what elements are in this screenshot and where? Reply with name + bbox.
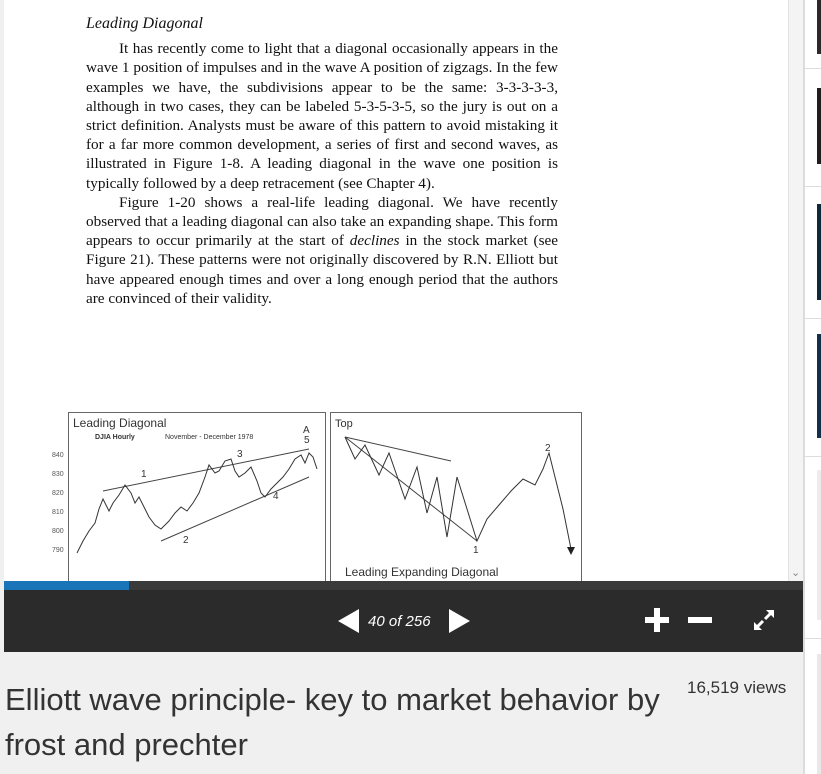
progress-bar[interactable] (4, 581, 803, 590)
rail-separator (805, 186, 821, 187)
wave-label-5: 5 (304, 435, 310, 446)
wave-label-2-right: 2 (545, 443, 551, 454)
scroll-down-icon[interactable]: ⌄ (791, 567, 801, 579)
paragraph-2-emphasis: declines (349, 232, 400, 250)
arrow-head (567, 547, 575, 555)
wave-label-a: A (303, 425, 310, 436)
minus-icon[interactable] (687, 617, 713, 624)
vertical-scrollbar[interactable] (788, 0, 803, 581)
y-tick: 790 (52, 547, 64, 554)
paragraph-2 (86, 193, 558, 308)
triangle-right-icon[interactable] (447, 608, 471, 634)
paragraph-1: It has recently come to light that a diagonal occasionally appears in the wave 1 position of impulses and in the wave A position of zigzags. In the few examples we have, the subdivisions appear to be the same: 3-3-3-3-3, although in two cases, they can be labeled 5-3-5-3-5, so the jury is out on a strict definition. Analysts must be aware of this pattern to avoid mistaking it for a far more common development, a series of first and second waves, as illustrated in Figure 1-8. A leading diagonal in the wave one position is typically followed by a deep retracement (see Chapter 4). (86, 40, 558, 192)
y-axis-ticks (52, 446, 64, 560)
paragraph-2-text-b: in the stock market (see Figure 21). These patterns were not originally discovered by R.N. Elliott but have appeared enough times and over a long enough period that the authors are convinced of their validity. (86, 232, 559, 307)
wave-label-2: 2 (183, 535, 189, 546)
slide-viewer[interactable] (4, 0, 803, 581)
expanding-diagonal-chart (331, 413, 581, 581)
expanding-price-line (345, 437, 571, 549)
figure-left-date-label: November - December 1978 (165, 434, 254, 441)
price-line (77, 453, 317, 553)
y-tick: 810 (52, 509, 64, 516)
view-count: 16,519 views (687, 678, 787, 697)
related-thumbnail[interactable] (817, 334, 821, 438)
related-thumbnail[interactable] (817, 470, 821, 620)
rail-separator (805, 456, 821, 457)
figure-leading-diagonal (68, 412, 326, 581)
y-tick: 820 (52, 490, 64, 497)
wave-label-1: 1 (141, 469, 147, 480)
wave-label-4: 4 (273, 491, 279, 502)
triangle-left-icon[interactable] (337, 608, 361, 634)
figure-right-title: Top (335, 418, 353, 430)
related-thumbnail[interactable] (817, 204, 821, 300)
related-thumbnail[interactable] (817, 0, 821, 54)
figure-expanding-diagonal (330, 412, 582, 581)
rail-separator (805, 638, 821, 639)
progress-fill (4, 581, 129, 590)
wave-label-1-right: 1 (473, 545, 479, 556)
paragraph-2-text-a: Figure 1-20 shows a real-life leading diagonal. We have recently observed that a leading diagonal can also take an expanding shape. This form appears to occur primarily at the start of (86, 193, 558, 250)
figure-left-index-label: DJIA Hourly (95, 434, 135, 441)
related-thumbnail[interactable] (817, 654, 821, 774)
y-tick: 830 (52, 471, 64, 478)
leading-diagonal-chart (69, 413, 325, 581)
related-rail (805, 0, 821, 774)
plus-icon[interactable] (644, 607, 670, 633)
document-page (86, 14, 558, 308)
related-thumbnail[interactable] (817, 88, 821, 164)
rail-separator (805, 318, 821, 319)
figure-left-title: Leading Diagonal (73, 416, 167, 430)
y-tick: 800 (52, 528, 64, 535)
figure-right-caption: Leading Expanding Diagonal (345, 565, 499, 579)
wave-label-3: 3 (237, 449, 243, 460)
rail-separator (805, 68, 821, 69)
y-tick: 840 (52, 452, 64, 459)
page-indicator: 40 of 256 (368, 613, 431, 630)
expanding-lower-line (345, 437, 477, 541)
section-heading: Leading Diagonal (86, 15, 203, 32)
upper-trendline (103, 449, 309, 491)
presentation-title: Elliott wave principle- key to market behavior by frost and prechter (5, 682, 660, 762)
expand-arrows-icon[interactable] (753, 609, 775, 631)
